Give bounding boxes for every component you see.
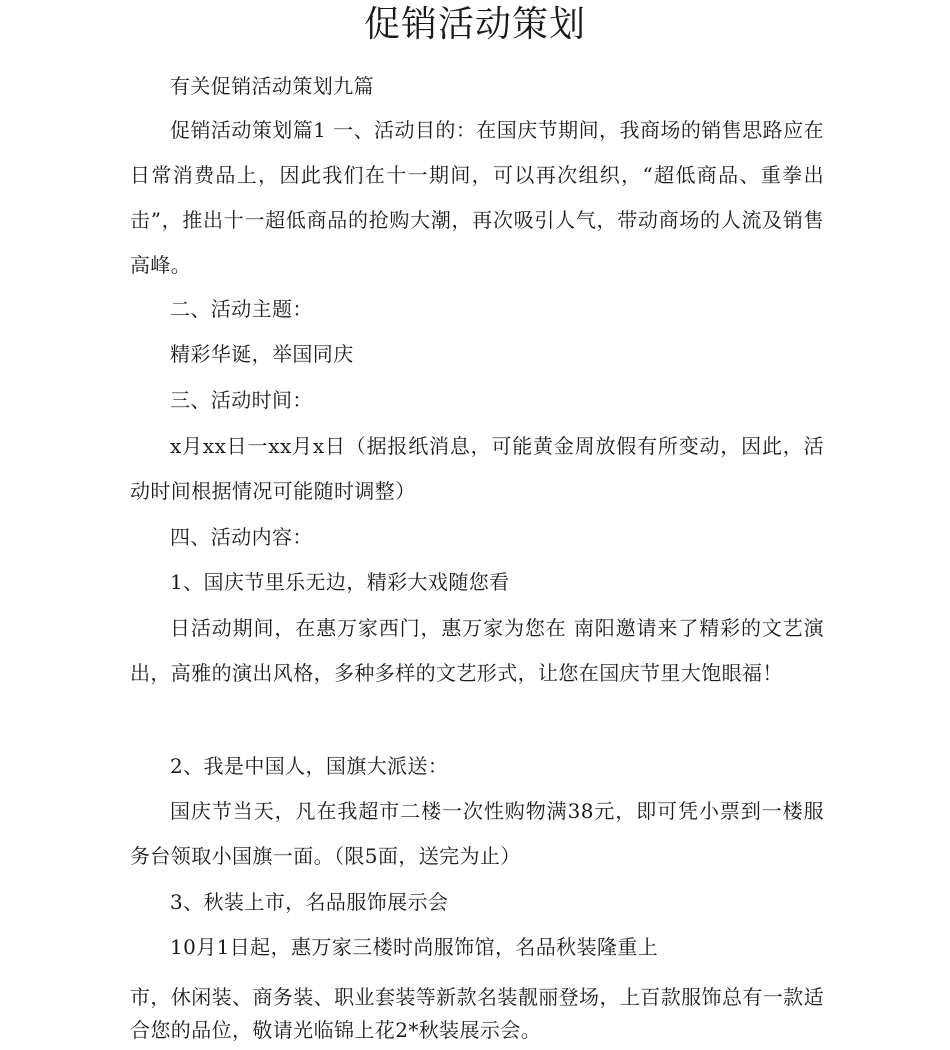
content-heading: 四、活动内容： [170, 525, 313, 549]
item-2-text: 国庆节当天，凡在我超市二楼一次性购物满38元，即可凭小票到一楼服务台领取小国旗一面。（限5面，送完为止） [130, 799, 824, 868]
item-2-heading: 2、我是中国人，国旗大派送： [170, 754, 449, 778]
theme-heading: 二、活动主题： [170, 297, 313, 321]
purpose-paragraph: 促销活动策划篇1 一、活动目的：在国庆节期间，我商场的销售思路应在日常消费品上，因此我们在十一期间，可以再次组织，“超低商品、重拳出击”，推出十一超低商品的抢购大潮，再次吸引人气，带动商场的人流及销售高峰。 [130, 118, 824, 277]
time-heading: 三、活动时间： [170, 388, 313, 412]
item-3-heading: 3、秋装上市，名品服饰展示会 [170, 890, 449, 914]
theme-text: 精彩华诞，举国同庆 [170, 342, 354, 366]
time-text: x月xx日一xx月x日（据报纸消息，可能黄金周放假有所变动，因此，活动时间根据情况可能随时调整） [130, 434, 824, 503]
item-3-continued-text: 市，休闲装、商务装、职业套装等新款名装靓丽登场，上百款服饰总有一款适合您的品位，敬请光临锦上花2*秋装展示会。 [130, 985, 824, 1042]
subtitle-paragraph: 有关促销活动策划九篇 [170, 74, 374, 98]
item-3-text: 10月1日起，惠万家三楼时尚服饰馆，名品秋装隆重上 [170, 935, 659, 959]
item-1-text: 日活动期间，在惠万家西门，惠万家为您在 南阳邀请来了精彩的文艺演出，高雅的演出风格，多种多样的文艺形式，让您在国庆节里大饱眼福！ [130, 616, 824, 685]
item-1-heading: 1、国庆节里乐无边，精彩大戏随您看 [170, 570, 510, 594]
document-title: 促销活动策划 [363, 4, 586, 45]
